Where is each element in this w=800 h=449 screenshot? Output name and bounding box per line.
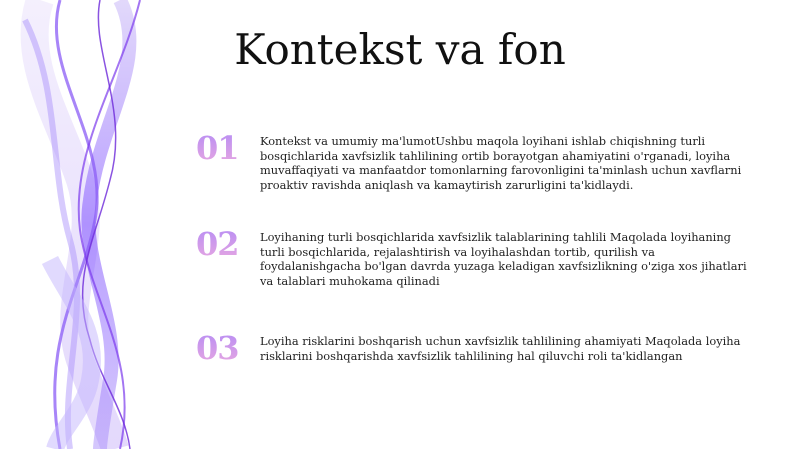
item-text: Loyiha risklarini boshqarish uchun xavfsizlik tahlilining ahamiyati Maqolada loyiha risklarini boshqarishda xavfsizlik tahlilining hal qiluvchi roli ta'kidlangan — [260, 334, 741, 363]
item-number: 01 — [196, 129, 239, 167]
item-text: Loyihaning turli bosqichlarida xavfsizlik talablarining tahlili Maqolada loyihaning turli bosqichlarida, rejalashtirish va loyihalashdan tortib, qurilish va foydalanishgacha bo'lgan davrda yuzaga keladigan xavfsizlikning o'ziga xos jihatlari va talablari muhokama qilinadi — [260, 230, 747, 288]
list-item — [196, 226, 756, 288]
list-item — [196, 330, 756, 366]
list-item — [196, 130, 756, 192]
slide-title: Kontekst va fon — [234, 25, 566, 74]
item-number: 03 — [196, 329, 239, 367]
item-number: 02 — [196, 225, 239, 263]
item-text: Kontekst va umumiy ma'lumotUshbu maqola loyihani ishlab chiqishning turli bosqichlarida xavfsizlik tahlilining ortib borayotgan ahamiyatini o'rganadi, loyiha muvaffaqiyati va manfaatdor tomonlarning farovonligini ta'minlash uchun xavflarni proaktiv ravishda aniqlash va kamaytirish zarurligini ta'kidlaydi. — [260, 134, 742, 192]
